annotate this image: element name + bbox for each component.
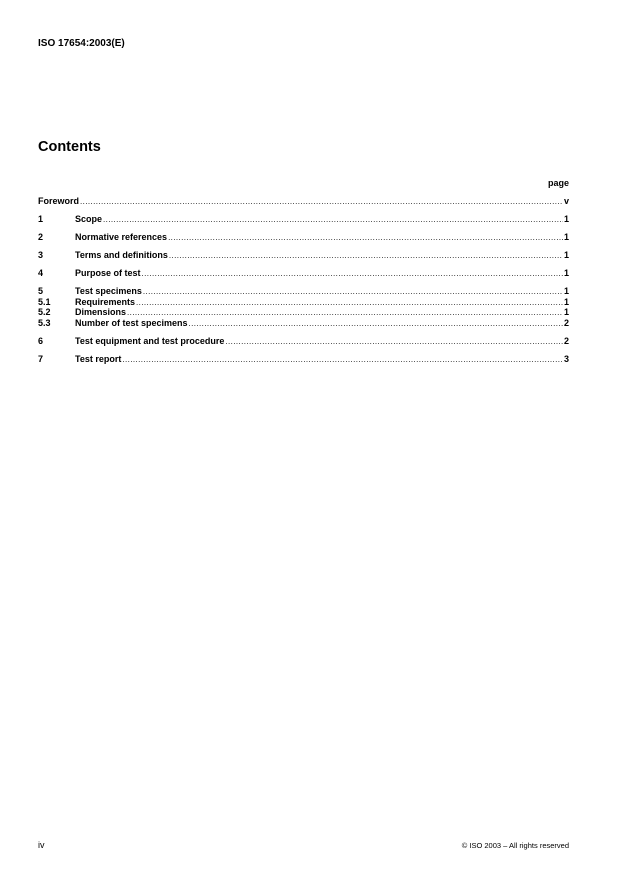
toc-entry-title: Number of test specimens [75,317,188,328]
toc-entry-5[interactable] [38,286,569,297]
toc-leader [168,251,563,262]
toc-entry-number: 1 [38,214,44,224]
document-id: ISO 17654:2003(E) [38,38,125,49]
toc-entry-title: Dimensions [75,307,127,317]
toc-entry-page: v [563,196,569,206]
toc-entry-number: 5 [38,286,44,296]
footer-copyright: © ISO 2003 – All rights reserved [461,841,569,850]
footer-page-number: iv [38,840,45,850]
toc-leader [188,319,563,330]
toc-entry-5-3[interactable] [38,318,569,329]
toc-leader [142,287,563,298]
toc-leader [79,197,563,208]
toc-entry-title: Test specimens [75,286,142,296]
toc-leader [126,308,563,319]
toc-entry-page: 1 [563,286,569,296]
toc-entry-title: Terms and definitions [75,250,168,260]
toc-entry-page: 1 [563,232,569,242]
toc-entry-title: Test report [75,353,122,364]
toc-entry-page: 2 [563,317,569,328]
toc-entry-number: 5.3 [38,317,51,328]
toc-entry-7[interactable] [38,354,569,365]
toc-entry-title: Test equipment and test procedure [75,335,225,346]
toc-leader [135,298,563,309]
toc-entry-number: 4 [38,268,44,278]
toc-entry-title: Scope [75,214,103,224]
toc-entry-page: 1 [563,214,569,224]
toc-leader [141,269,563,280]
toc-entry-number: 7 [38,353,44,364]
table-of-contents [38,196,569,364]
toc-entry-title: Requirements [75,296,136,307]
toc-entry-foreword[interactable] [38,196,569,207]
toc-leader [121,355,563,366]
toc-entry-page: 1 [563,307,569,317]
toc-entry-number: 3 [38,250,44,260]
toc-entry-number: 5.2 [38,307,51,317]
page-column-label: page [547,178,569,188]
toc-entry-2[interactable] [38,232,569,243]
toc-entry-number: 2 [38,232,44,242]
toc-entry-number: 6 [38,335,44,346]
toc-entry-5-2[interactable] [38,307,569,318]
toc-entry-1[interactable] [38,214,569,225]
toc-leader [102,215,563,226]
toc-entry-title: Normative references [75,232,168,242]
toc-entry-number: 5.1 [38,296,51,307]
toc-entry-5-1[interactable] [38,297,569,308]
toc-entry-page: 1 [563,268,569,278]
toc-entry-page: 1 [563,296,569,307]
toc-entry-title: Foreword [38,196,80,206]
toc-entry-3[interactable] [38,250,569,261]
toc-entry-page: 3 [563,353,569,364]
page-title: Contents [38,139,101,155]
toc-leader [224,337,563,348]
toc-entry-6[interactable] [38,336,569,347]
toc-entry-page: 2 [563,335,569,346]
toc-entry-title: Purpose of test [75,268,141,278]
toc-entry-4[interactable] [38,268,569,279]
toc-leader [167,233,563,244]
toc-entry-page: 1 [563,250,569,260]
